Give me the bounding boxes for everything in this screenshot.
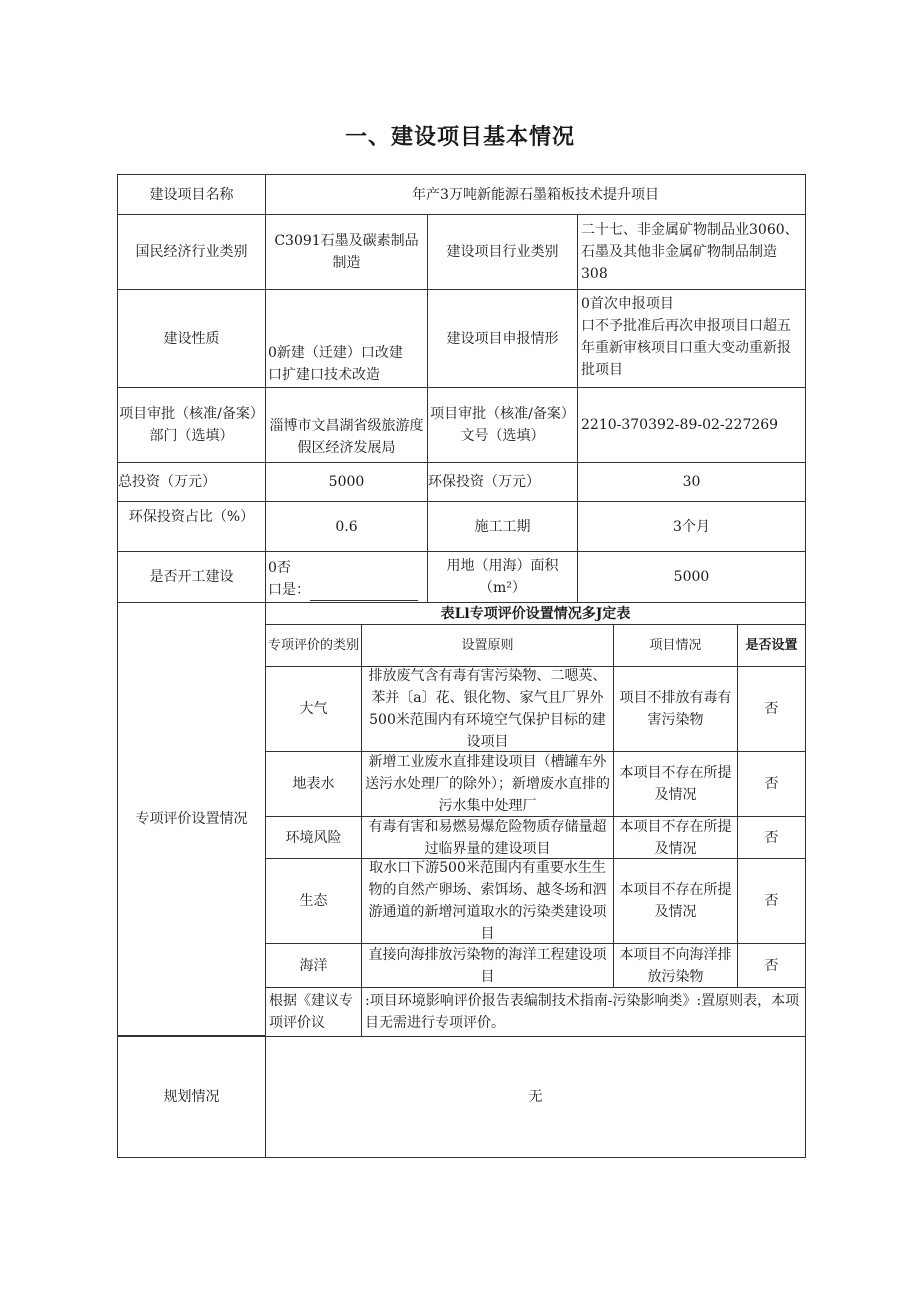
approval-no-label — [428, 388, 578, 463]
table-row-situation — [614, 752, 738, 817]
table-row-category — [266, 859, 362, 944]
principle-text: 新增工业废水直排建设项目（槽罐车外送污水处理厂的除外）；新增废水直排的污水集中处理厂 — [365, 754, 610, 814]
period-value-text: 3个月 — [673, 518, 710, 535]
blank-line — [310, 586, 418, 601]
category-text: 生态 — [299, 893, 328, 909]
table-row-category — [266, 944, 362, 988]
started-yes-line — [268, 579, 425, 601]
planning-label-text: 规划情况 — [163, 1089, 220, 1105]
table-row-category — [266, 752, 362, 817]
category-text: 海洋 — [299, 957, 328, 974]
period-value — [578, 502, 805, 552]
approval-dept-value-text: 淄博市文昌湖省级旅游度假区经济发展局 — [269, 418, 424, 456]
env-invest-value — [578, 463, 805, 502]
approval-dept-value — [266, 388, 428, 463]
period-label-text: 施工工期 — [474, 518, 531, 535]
situation-text: 本项目不存在所提及情况 — [619, 818, 732, 857]
table-row-situation — [614, 944, 738, 988]
setup-text: 否 — [764, 829, 779, 846]
approval-dept-label-text: 项目审批（核准/备案）部门（选填） — [119, 406, 264, 444]
approval-dept-label — [118, 388, 266, 463]
special-caption — [266, 603, 805, 625]
env-ratio-value — [266, 502, 428, 552]
special-label-text: 专项评价设置情况 — [135, 811, 248, 827]
setup-text: 否 — [764, 957, 779, 974]
land-value — [578, 552, 805, 603]
industry-value — [266, 215, 428, 290]
project-name-label — [118, 175, 266, 215]
env-invest-value-text: 30 — [682, 474, 701, 490]
note-right-text: :项目环境影响评价报告表编制技术指南-污染影响类》:置原则表，本项目无需进行专项评价。 — [365, 993, 800, 1031]
category-text: 大气 — [299, 701, 328, 717]
project-industry-value-text: 二十七、非金属矿物制品业3060、石墨及其他非金属矿物制品制造308 — [581, 222, 799, 282]
col-header-situation-text: 项目情况 — [649, 637, 702, 653]
table-row-situation — [614, 859, 738, 944]
table-row-principle — [362, 859, 614, 944]
project-industry-value — [578, 215, 805, 290]
table-row-situation — [614, 817, 738, 859]
setup-text: 否 — [764, 893, 779, 909]
planning-value-text: 无 — [528, 1089, 543, 1105]
situation-text: 本项目不向海洋排放污染物 — [619, 946, 732, 985]
planning-value — [266, 1036, 805, 1157]
project-name-value — [266, 175, 805, 215]
table-row-setup — [738, 667, 805, 752]
table-row-setup — [738, 944, 805, 988]
principle-text: 有毒有害和易燃易爆危险物质存储量超过临界量的建设项目 — [368, 818, 607, 857]
col-header-principle-text: 设置原则 — [461, 637, 514, 653]
situation-text: 项目不排放有毒有害污染物 — [619, 690, 732, 728]
table-row-category — [266, 817, 362, 859]
total-invest-value — [266, 463, 428, 502]
table-row-principle — [362, 752, 614, 817]
total-invest-value-text: 5000 — [328, 474, 365, 490]
industry-value-text: C3091石墨及碳素制品制造 — [274, 233, 419, 271]
project-name-label-text: 建设项目名称 — [149, 186, 234, 203]
started-label-text: 是否开工建设 — [149, 569, 234, 585]
note-left — [266, 988, 362, 1036]
principle-text: 排放废气含有毒有害污染物、二嗯英、苯并〔a〕花、银化物、家气且厂界外500米范围内有环境空气保护目标的建设项目 — [368, 668, 607, 750]
table-row-situation — [614, 667, 738, 752]
situation-text: 本项目不存在所提及情况 — [619, 765, 732, 803]
env-invest-label — [428, 463, 578, 502]
principle-text: 直接向海排放污染物的海洋工程建设项目 — [368, 946, 607, 985]
application-label-text: 建设项目申报情形 — [446, 330, 559, 347]
project-industry-label-text: 建设项目行业类别 — [446, 244, 559, 260]
table-row-principle — [362, 817, 614, 859]
total-invest-label-text: 总投资（万元） — [118, 474, 216, 490]
started-label — [118, 552, 266, 603]
started-no-option: 0否 — [268, 560, 291, 576]
application-label — [428, 290, 578, 388]
special-label — [118, 603, 266, 1036]
page-title: 一、建设项目基本情况 — [344, 125, 575, 150]
col-header-principle — [362, 625, 614, 667]
situation-text: 本项目不存在所提及情况 — [619, 882, 732, 920]
col-header-category — [266, 625, 362, 667]
col-header-situation — [614, 625, 738, 667]
special-caption-text: 表Ll专项评价设置情况多J定表 — [440, 605, 631, 622]
col-header-category-text: 专项评价的类别 — [267, 637, 359, 653]
table-row-principle — [362, 667, 614, 752]
nature-value — [266, 290, 428, 388]
industry-label-text: 国民经济行业类别 — [135, 244, 248, 260]
nature-value-line1: 0新建（迁建）口改建 — [268, 345, 403, 361]
env-ratio-label — [118, 502, 266, 552]
started-yes-option: 口是： — [268, 582, 310, 598]
col-header-setup-text: 是否设置 — [745, 637, 798, 653]
env-ratio-value-text: 0.6 — [335, 518, 358, 535]
table-row-principle — [362, 944, 614, 988]
period-label — [428, 502, 578, 552]
planning-label — [118, 1036, 266, 1157]
note-left-text: 根据《建议专项评价议 — [269, 993, 353, 1031]
project-name-value-text: 年产3万吨新能源石墨箱板技术提升项目 — [412, 186, 659, 203]
nature-value-line2: 口扩建口技术改造 — [268, 367, 380, 383]
application-value — [578, 290, 805, 388]
col-header-setup — [738, 625, 805, 667]
setup-text: 否 — [764, 776, 779, 792]
land-value-text: 5000 — [673, 569, 710, 585]
table-row-setup — [738, 817, 805, 859]
setup-text: 否 — [764, 701, 779, 717]
industry-label — [118, 215, 266, 290]
application-value-text: 0首次申报项目 口不予批准后再次申报项目口超五年重新审核项目口重大变动重新报批项目 — [581, 296, 791, 378]
category-text: 地表水 — [292, 776, 335, 792]
total-invest-label — [118, 463, 266, 502]
started-value — [266, 552, 428, 603]
nature-label — [118, 290, 266, 388]
project-industry-label — [428, 215, 578, 290]
approval-no-label-text: 项目审批（核准/备案）文号（选填） — [430, 406, 575, 444]
table-row-setup — [738, 859, 805, 944]
env-ratio-label-text: 环保投资占比（%） — [128, 509, 255, 525]
table-row-setup — [738, 752, 805, 817]
approval-no-value — [578, 388, 805, 463]
env-invest-label-text: 环保投资（万元） — [428, 474, 540, 490]
note-right — [362, 988, 805, 1036]
approval-no-value-text: 2210-370392-89-02-227269 — [581, 417, 779, 433]
nature-label-text: 建设性质 — [163, 330, 220, 347]
principle-text: 取水口下游500米范围内有重要水生生物的自然产卵场、索饵场、越冬场和泗游通道的新增河道取水的污染类建设项目 — [368, 860, 607, 942]
land-label-text: 用地（用海）面积（m²） — [446, 558, 559, 596]
land-label — [428, 552, 578, 603]
table-row-category — [266, 667, 362, 752]
category-text: 环境风险 — [285, 829, 342, 846]
